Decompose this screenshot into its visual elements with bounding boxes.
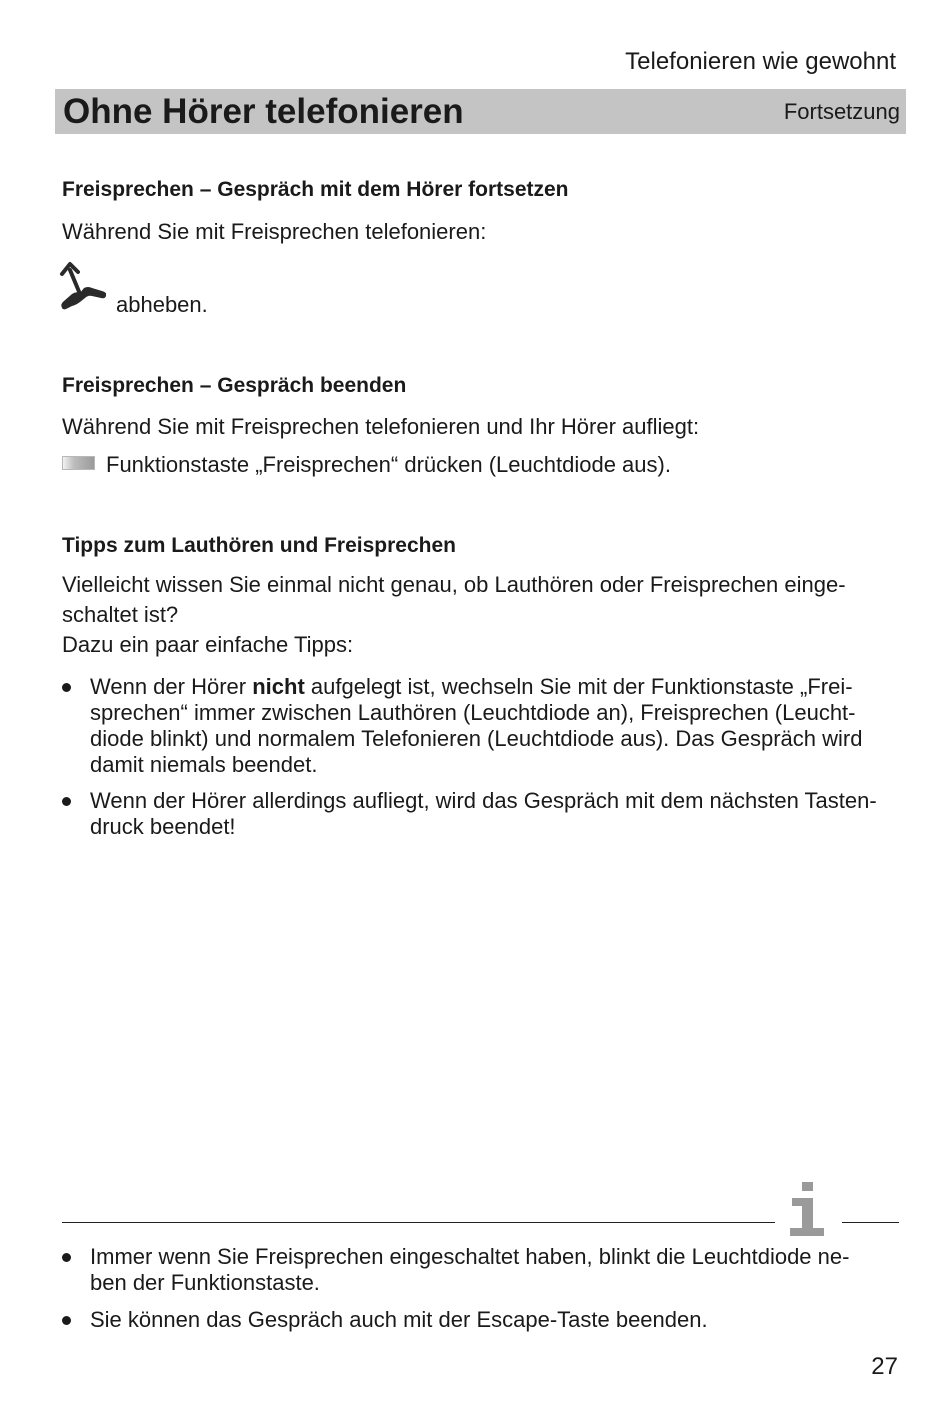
bullet-dot-icon: [62, 797, 71, 806]
tips-intro-line: Dazu ein paar einfache Tipps:: [62, 632, 354, 657]
bullet-text: diode blinkt) und normalem Telefonieren (Leuchtdiode aus). Das Gespräch wird: [90, 726, 863, 751]
tips-intro-line: schaltet ist?: [62, 602, 179, 627]
bullet-dot-icon: [62, 1316, 71, 1325]
list-item: [58, 1244, 888, 1296]
bullet-text: aufgelegt ist, wechseln Sie mit der Funktionstaste „Frei-: [304, 674, 853, 699]
tips-intro-line: Vielleicht wissen Sie einmal nicht genau, ob Lauthören oder Freisprechen einge-: [62, 572, 846, 597]
bullet-text: ben der Funktionstaste.: [90, 1270, 320, 1295]
bullet-emphasis: nicht: [252, 674, 305, 699]
step-text-lift: abheben.: [116, 292, 208, 317]
title-bar: [55, 89, 906, 134]
section-intro: Während Sie mit Freisprechen telefonieren und Ihr Hörer aufliegt:: [62, 414, 700, 439]
page-number: 27: [871, 1353, 898, 1380]
bullet-text: damit niemals beendet.: [90, 752, 318, 777]
bullet-text: sprechen“ immer zwischen Lauthören (Leuchtdiode an), Freisprechen (Leucht-: [90, 700, 856, 725]
bullet-text: Sie können das Gespräch auch mit der Escape-Taste beenden.: [90, 1307, 708, 1332]
list-item: [58, 788, 888, 840]
bullet-text: druck beendet!: [90, 814, 236, 839]
handset-lift-icon: [58, 258, 110, 314]
list-item: [58, 1307, 888, 1333]
bullet-dot-icon: [62, 683, 71, 692]
tips-intro: [62, 570, 882, 660]
info-icon: [786, 1180, 830, 1238]
function-key-icon: [62, 456, 95, 470]
section-intro: Während Sie mit Freisprechen telefonieren:: [62, 219, 487, 244]
info-divider: [62, 1222, 775, 1223]
bullet-text: Immer wenn Sie Freisprechen eingeschaltet haben, blinkt die Leuchtdiode ne-: [90, 1244, 850, 1269]
bullet-text: Wenn der Hörer: [90, 674, 253, 699]
step-text-function-key: Funktionstaste „Freisprechen“ drücken (Leuchtdiode aus).: [106, 452, 671, 477]
section-heading-continue-with-handset: Freisprechen – Gespräch mit dem Hörer fortsetzen: [62, 178, 569, 201]
info-divider: [842, 1222, 899, 1223]
bullet-text: Wenn der Hörer allerdings aufliegt, wird das Gespräch mit dem nächsten Tasten-: [90, 788, 877, 813]
list-item: [58, 674, 888, 778]
chapter-title: Telefonieren wie gewohnt: [625, 48, 896, 75]
page-title: Ohne Hörer telefonieren: [63, 92, 464, 131]
section-heading-end-call: Freisprechen – Gespräch beenden: [62, 374, 407, 397]
bullet-dot-icon: [62, 1253, 71, 1262]
continuation-label: Fortsetzung: [783, 99, 900, 124]
section-heading-tips: Tipps zum Lauthören und Freisprechen: [62, 534, 456, 557]
